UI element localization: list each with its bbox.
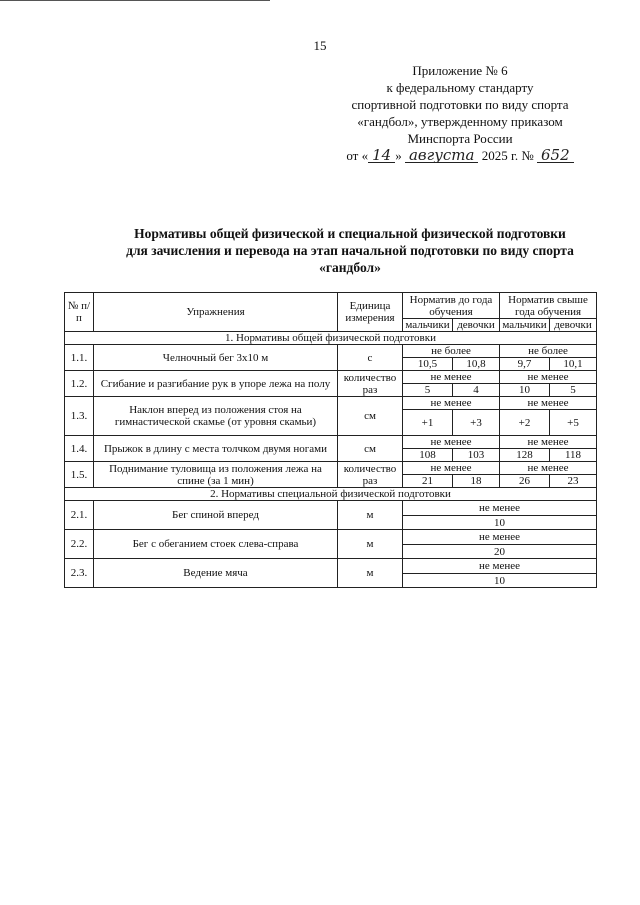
value-cell: 10,5: [403, 358, 453, 371]
value-cell: +3: [453, 410, 500, 436]
header-boys: мальчики: [403, 319, 453, 332]
header-norm-to-year: Норматив до года обучения: [403, 293, 500, 319]
header-number: № п/п: [65, 293, 94, 332]
header-girls: девочки: [550, 319, 597, 332]
condition: не менее: [403, 397, 500, 410]
row-number: 2.3.: [65, 559, 94, 588]
value-cell: 10: [403, 516, 597, 530]
value-cell: 23: [550, 475, 597, 488]
row-number: 2.1.: [65, 501, 94, 530]
header-unit: Единица измерения: [338, 293, 403, 332]
value-cell: +2: [500, 410, 550, 436]
unit: м: [338, 530, 403, 559]
condition: не менее: [500, 371, 597, 384]
norms-table: [64, 292, 597, 588]
value-cell: 20: [403, 545, 597, 559]
unit: количество раз: [338, 462, 403, 488]
row-number: 2.2.: [65, 530, 94, 559]
value-cell: 5: [550, 384, 597, 397]
header-norm-over-year: Норматив свыше года обучения: [500, 293, 597, 319]
value-cell: 108: [403, 449, 453, 462]
title-line: Нормативы общей физической и специальной физической подготовки: [134, 226, 566, 241]
condition: не более: [403, 345, 500, 358]
appendix-line: к федеральному стандарту: [386, 80, 534, 95]
value-cell: 118: [550, 449, 597, 462]
value-cell: 5: [403, 384, 453, 397]
value-cell: 10: [500, 384, 550, 397]
condition: не менее: [403, 559, 597, 574]
exercise-name: Бег спиной вперед: [94, 501, 338, 530]
date-year: 2025 г. №: [481, 148, 534, 163]
exercise-name: Сгибание и разгибание рук в упоре лежа на полу: [94, 371, 338, 397]
top-rule: [0, 0, 270, 1]
value-cell: +5: [550, 410, 597, 436]
condition: не менее: [403, 371, 500, 384]
exercise-name: Прыжок в длину с места толчком двумя ногами: [94, 436, 338, 462]
value-cell: 21: [403, 475, 453, 488]
row-number: 1.3.: [65, 397, 94, 436]
value-cell: 4: [453, 384, 500, 397]
row-number: 1.1.: [65, 345, 94, 371]
header-boys: мальчики: [500, 319, 550, 332]
handwritten-month: августа: [405, 148, 479, 163]
condition: не менее: [403, 436, 500, 449]
value-cell: 9,7: [500, 358, 550, 371]
unit: см: [338, 397, 403, 436]
appendix-line: «гандбол», утвержденному приказом: [357, 114, 563, 129]
unit: м: [338, 559, 403, 588]
title-line: «гандбол»: [319, 260, 381, 275]
condition: не менее: [500, 462, 597, 475]
exercise-name: Челночный бег 3x10 м: [94, 345, 338, 371]
exercise-name: Ведение мяча: [94, 559, 338, 588]
condition: не менее: [500, 436, 597, 449]
section-title: 1. Нормативы общей физической подготовки: [65, 332, 597, 345]
unit: с: [338, 345, 403, 371]
date-mid: »: [395, 148, 402, 163]
value-cell: 10,1: [550, 358, 597, 371]
handwritten-order-number: 652: [537, 148, 574, 163]
condition: не менее: [403, 501, 597, 516]
condition: не менее: [403, 530, 597, 545]
condition: не более: [500, 345, 597, 358]
unit: см: [338, 436, 403, 462]
appendix-line: Минспорта России: [407, 131, 513, 146]
row-number: 1.4.: [65, 436, 94, 462]
page-number: 15: [313, 38, 327, 53]
appendix-line: спортивной подготовки по виду спорта: [351, 97, 569, 112]
section-title: 2. Нормативы специальной физической подготовки: [65, 488, 597, 501]
unit: количество раз: [338, 371, 403, 397]
exercise-name: Бег с обеганием стоек слева-справа: [94, 530, 338, 559]
appendix-block: [300, 62, 620, 164]
handwritten-day: 14: [368, 148, 395, 163]
row-number: 1.2.: [65, 371, 94, 397]
header-exercise: Упражнения: [94, 293, 338, 332]
order-date-line: [300, 147, 620, 164]
value-cell: +1: [403, 410, 453, 436]
condition: не менее: [403, 462, 500, 475]
condition: не менее: [500, 397, 597, 410]
value-cell: 18: [453, 475, 500, 488]
exercise-name: Наклон вперед из положения стоя на гимнастической скамье (от уровня скамьи): [94, 397, 338, 436]
value-cell: 10,8: [453, 358, 500, 371]
value-cell: 26: [500, 475, 550, 488]
value-cell: 10: [403, 574, 597, 588]
header-girls: девочки: [453, 319, 500, 332]
appendix-line: Приложение № 6: [412, 63, 508, 78]
exercise-name: Поднимание туловища из положения лежа на спине (за 1 мин): [94, 462, 338, 488]
title-line: для зачисления и перевода на этап начальной подготовки по виду спорта: [126, 243, 574, 258]
document-title: [60, 225, 640, 276]
row-number: 1.5.: [65, 462, 94, 488]
value-cell: 103: [453, 449, 500, 462]
value-cell: 128: [500, 449, 550, 462]
unit: м: [338, 501, 403, 530]
date-prefix: от «: [346, 148, 369, 163]
